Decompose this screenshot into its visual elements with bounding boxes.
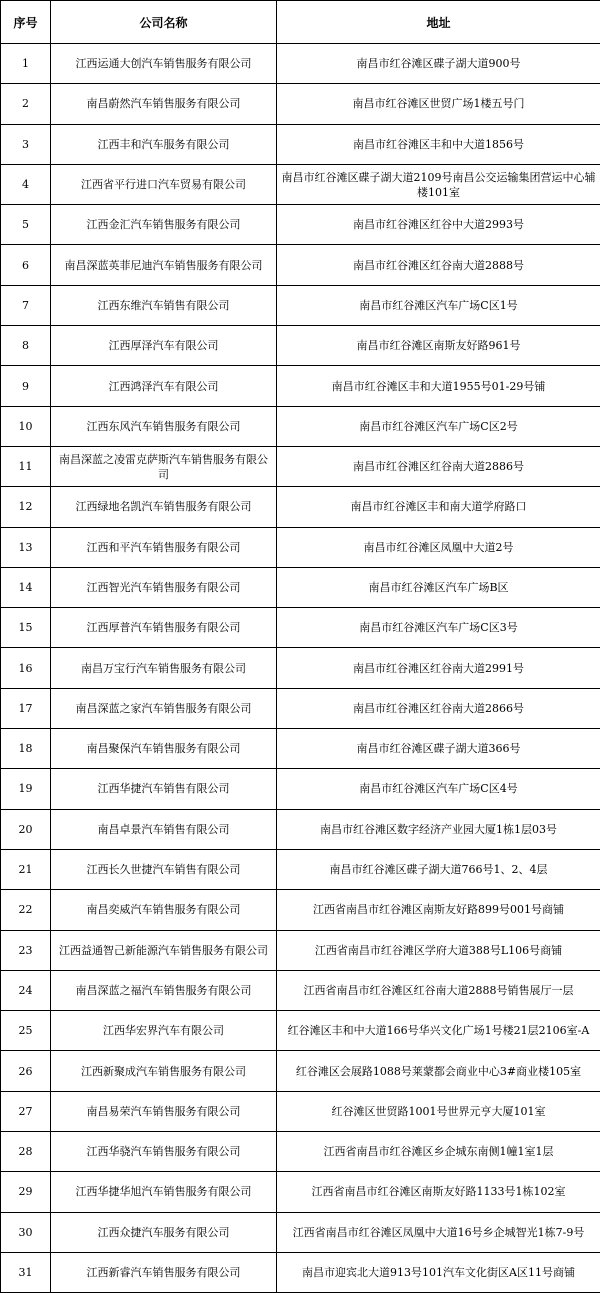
table-row xyxy=(1,608,600,648)
table-row xyxy=(1,406,600,446)
table-row xyxy=(1,930,600,970)
table-row xyxy=(1,729,600,769)
cell-address: 江西省南昌市红谷滩区红谷南大道2888号销售展厅一层 xyxy=(277,970,600,1010)
cell-address: 南昌市红谷滩区红谷南大道2888号 xyxy=(277,245,600,285)
cell-company: 江西绿地名凯汽车销售服务有限公司 xyxy=(51,487,277,527)
table-row xyxy=(1,446,600,486)
table-header-row xyxy=(1,1,600,44)
table-row xyxy=(1,84,600,124)
cell-num: 18 xyxy=(1,729,51,769)
cell-num: 10 xyxy=(1,406,51,446)
cell-company: 江西金汇汽车销售服务有限公司 xyxy=(51,205,277,245)
table-row xyxy=(1,44,600,84)
cell-num: 2 xyxy=(1,84,51,124)
cell-num: 6 xyxy=(1,245,51,285)
cell-num: 14 xyxy=(1,567,51,607)
cell-num: 11 xyxy=(1,446,51,486)
table-row xyxy=(1,769,600,809)
table-row xyxy=(1,970,600,1010)
cell-address: 南昌市红谷滩区世贸广场1楼五号门 xyxy=(277,84,600,124)
cell-company: 江西智光汽车销售服务有限公司 xyxy=(51,567,277,607)
header-address: 地址 xyxy=(277,1,600,44)
cell-num: 3 xyxy=(1,124,51,164)
cell-company: 江西鸿泽汽车有限公司 xyxy=(51,366,277,406)
cell-address: 南昌市红谷滩区碟子湖大道900号 xyxy=(277,44,600,84)
cell-num: 25 xyxy=(1,1011,51,1051)
cell-address: 南昌市红谷滩区红谷南大道2991号 xyxy=(277,648,600,688)
header-company: 公司名称 xyxy=(51,1,277,44)
cell-company: 江西和平汽车销售服务有限公司 xyxy=(51,527,277,567)
table-row xyxy=(1,849,600,889)
cell-address: 江西省南昌市红谷滩区学府大道388号L106号商铺 xyxy=(277,930,600,970)
cell-num: 15 xyxy=(1,608,51,648)
cell-address: 南昌市红谷滩区丰和中大道1856号 xyxy=(277,124,600,164)
cell-address: 南昌市红谷滩区汽车广场C区3号 xyxy=(277,608,600,648)
cell-num: 13 xyxy=(1,527,51,567)
cell-company: 江西华骁汽车销售服务有限公司 xyxy=(51,1132,277,1172)
table-row xyxy=(1,527,600,567)
cell-num: 23 xyxy=(1,930,51,970)
cell-num: 27 xyxy=(1,1091,51,1131)
cell-company: 南昌蔚然汽车销售服务有限公司 xyxy=(51,84,277,124)
table-row xyxy=(1,245,600,285)
cell-num: 9 xyxy=(1,366,51,406)
cell-company: 江西厚普汽车销售服务有限公司 xyxy=(51,608,277,648)
cell-address: 南昌市迎宾北大道913号101汽车文化街区A区11号商铺 xyxy=(277,1252,600,1292)
cell-company: 江西华捷汽车销售有限公司 xyxy=(51,769,277,809)
cell-address: 南昌市红谷滩区红谷南大道2886号 xyxy=(277,446,600,486)
cell-address: 南昌市红谷滩区碟子湖大道366号 xyxy=(277,729,600,769)
table-row xyxy=(1,1011,600,1051)
cell-num: 29 xyxy=(1,1172,51,1212)
table-row xyxy=(1,366,600,406)
cell-company: 江西华宏界汽车有限公司 xyxy=(51,1011,277,1051)
cell-company: 南昌深蓝之家汽车销售服务有限公司 xyxy=(51,688,277,728)
cell-num: 16 xyxy=(1,648,51,688)
cell-address: 红谷滩区丰和中大道166号华兴文化广场1号楼21层2106室-A xyxy=(277,1011,600,1051)
cell-company: 江西益通智己新能源汽车销售服务有限公司 xyxy=(51,930,277,970)
cell-company: 南昌深蓝英菲尼迪汽车销售服务有限公司 xyxy=(51,245,277,285)
table-row xyxy=(1,1091,600,1131)
cell-company: 南昌深蓝之凌雷克萨斯汽车销售服务有限公司 xyxy=(51,446,277,486)
cell-company: 江西华捷华旭汽车销售服务有限公司 xyxy=(51,1172,277,1212)
cell-address: 南昌市红谷滩区红谷南大道2866号 xyxy=(277,688,600,728)
cell-address: 江西省南昌市红谷滩区凤凰中大道16号乡企城智光1栋7-9号 xyxy=(277,1212,600,1252)
cell-company: 南昌奕威汽车销售服务有限公司 xyxy=(51,890,277,930)
cell-num: 24 xyxy=(1,970,51,1010)
table-row xyxy=(1,1252,600,1292)
table-row xyxy=(1,1132,600,1172)
table-row xyxy=(1,164,600,204)
table-row xyxy=(1,285,600,325)
cell-address: 南昌市红谷滩区汽车广场B区 xyxy=(277,567,600,607)
cell-num: 28 xyxy=(1,1132,51,1172)
cell-num: 21 xyxy=(1,849,51,889)
cell-address: 江西省南昌市红谷滩区南斯友好路1133号1栋102室 xyxy=(277,1172,600,1212)
table-row xyxy=(1,567,600,607)
cell-num: 1 xyxy=(1,44,51,84)
cell-company: 江西厚泽汽车有限公司 xyxy=(51,326,277,366)
cell-address: 南昌市红谷滩区碟子湖大道766号1、2、4层 xyxy=(277,849,600,889)
table-row xyxy=(1,1212,600,1252)
header-num: 序号 xyxy=(1,1,51,44)
cell-company: 南昌易荣汽车销售服务有限公司 xyxy=(51,1091,277,1131)
cell-company: 江西东风汽车销售服务有限公司 xyxy=(51,406,277,446)
cell-address: 红谷滩区世贸路1001号世界元亨大厦101室 xyxy=(277,1091,600,1131)
cell-company: 江西省平行进口汽车贸易有限公司 xyxy=(51,164,277,204)
cell-address: 南昌市红谷滩区南斯友好路961号 xyxy=(277,326,600,366)
cell-address: 江西省南昌市红谷滩区南斯友好路899号001号商铺 xyxy=(277,890,600,930)
cell-num: 7 xyxy=(1,285,51,325)
table-row xyxy=(1,124,600,164)
cell-company: 南昌卓景汽车销售有限公司 xyxy=(51,809,277,849)
cell-address: 南昌市红谷滩区丰和大道1955号01-29号铺 xyxy=(277,366,600,406)
table-row xyxy=(1,809,600,849)
cell-address: 南昌市红谷滩区汽车广场C区2号 xyxy=(277,406,600,446)
cell-company: 江西新聚成汽车销售服务有限公司 xyxy=(51,1051,277,1091)
cell-num: 5 xyxy=(1,205,51,245)
cell-company: 江西丰和汽车服务有限公司 xyxy=(51,124,277,164)
table-row xyxy=(1,648,600,688)
cell-num: 17 xyxy=(1,688,51,728)
cell-num: 26 xyxy=(1,1051,51,1091)
cell-num: 8 xyxy=(1,326,51,366)
cell-company: 江西东维汽车销售有限公司 xyxy=(51,285,277,325)
table-row xyxy=(1,326,600,366)
table-body xyxy=(1,44,600,1293)
cell-company: 南昌深蓝之福汽车销售服务有限公司 xyxy=(51,970,277,1010)
table-row xyxy=(1,1172,600,1212)
table-row xyxy=(1,890,600,930)
table-row xyxy=(1,205,600,245)
cell-num: 4 xyxy=(1,164,51,204)
cell-address: 南昌市红谷滩区汽车广场C区4号 xyxy=(277,769,600,809)
cell-num: 22 xyxy=(1,890,51,930)
cell-company: 南昌万宝行汽车销售服务有限公司 xyxy=(51,648,277,688)
cell-address: 南昌市红谷滩区凤凰中大道2号 xyxy=(277,527,600,567)
cell-num: 19 xyxy=(1,769,51,809)
cell-company: 南昌聚保汽车销售服务有限公司 xyxy=(51,729,277,769)
table-row xyxy=(1,487,600,527)
table-row xyxy=(1,688,600,728)
cell-address: 南昌市红谷滩区丰和南大道学府路口 xyxy=(277,487,600,527)
cell-company: 江西运通大创汽车销售服务有限公司 xyxy=(51,44,277,84)
cell-address: 红谷滩区会展路1088号莱蒙都会商业中心3#商业楼105室 xyxy=(277,1051,600,1091)
cell-num: 12 xyxy=(1,487,51,527)
cell-address: 南昌市红谷滩区红谷中大道2993号 xyxy=(277,205,600,245)
cell-company: 江西新睿汽车销售服务有限公司 xyxy=(51,1252,277,1292)
cell-num: 30 xyxy=(1,1212,51,1252)
cell-address: 南昌市红谷滩区数字经济产业园大厦1栋1层03号 xyxy=(277,809,600,849)
cell-address: 南昌市红谷滩区碟子湖大道2109号南昌公交运输集团营运中心辅楼101室 xyxy=(277,164,600,204)
cell-company: 江西长久世捷汽车销售有限公司 xyxy=(51,849,277,889)
cell-address: 南昌市红谷滩区汽车广场C区1号 xyxy=(277,285,600,325)
cell-address: 江西省南昌市红谷滩区乡企城东南侧1幢1室1层 xyxy=(277,1132,600,1172)
cell-num: 20 xyxy=(1,809,51,849)
table-row xyxy=(1,1051,600,1091)
cell-num: 31 xyxy=(1,1252,51,1292)
cell-company: 江西众捷汽车服务有限公司 xyxy=(51,1212,277,1252)
